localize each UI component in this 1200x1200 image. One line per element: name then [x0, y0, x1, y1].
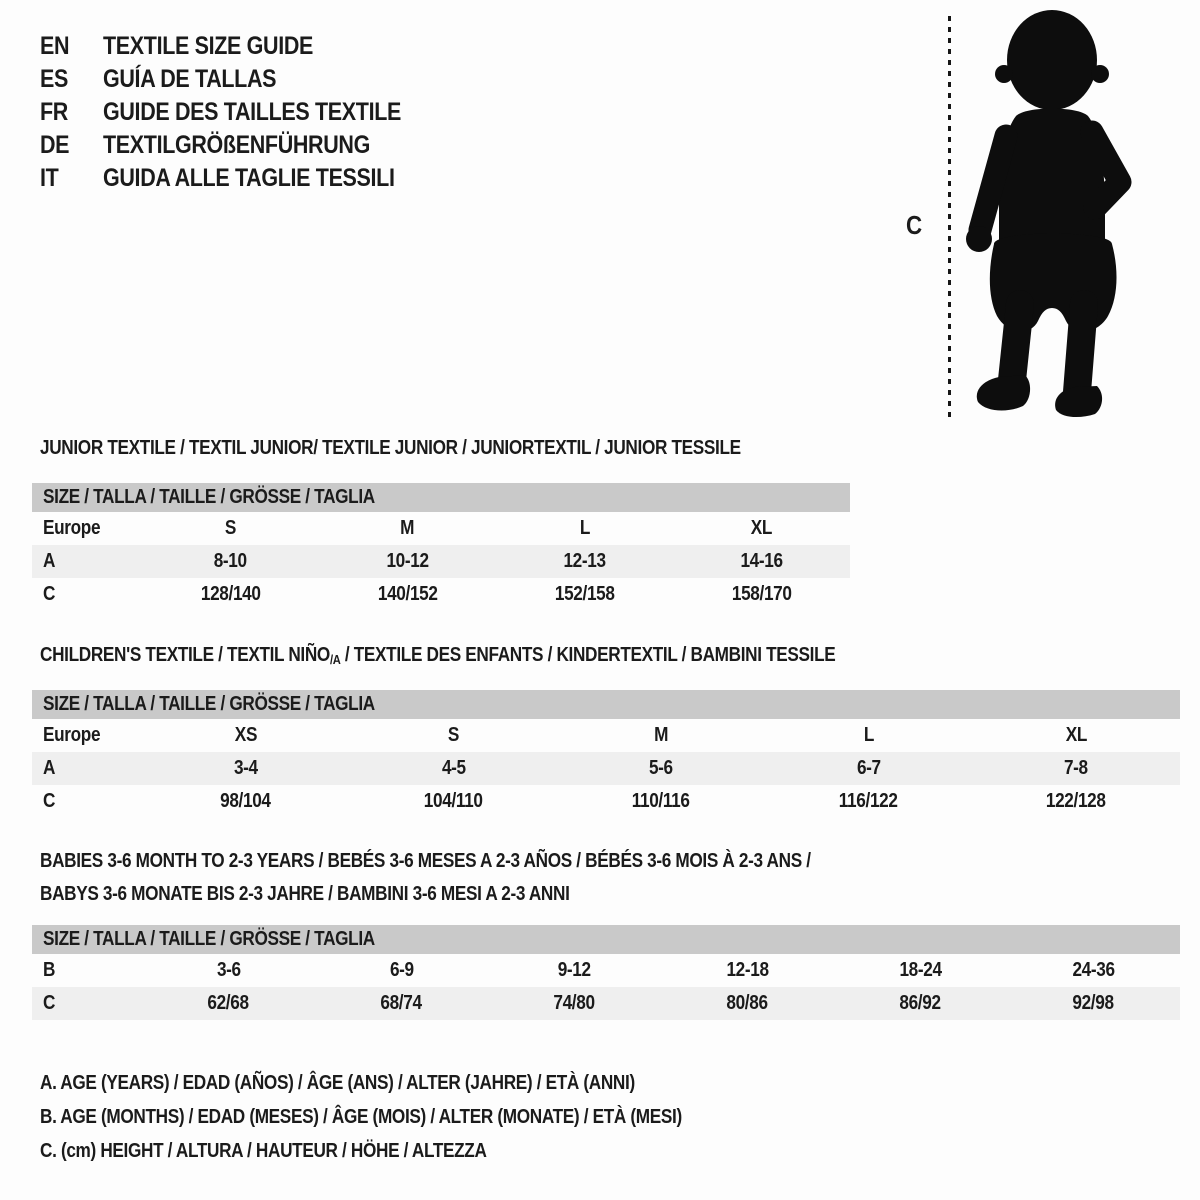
size-header-label: SIZE / TALLA / TAILLE / GRÖSSE / TAGLIA — [43, 486, 375, 508]
row-label: A — [43, 757, 56, 779]
table-row — [32, 512, 850, 545]
table-cell: 98/104 — [220, 790, 272, 812]
table-cell: 24-36 — [1072, 959, 1115, 981]
language-row — [40, 96, 450, 129]
language-title-list — [40, 30, 450, 195]
toddler-silhouette — [962, 6, 1140, 418]
row-label: C — [43, 992, 56, 1014]
table-cell: 5-6 — [649, 757, 673, 779]
table-cell: 8-10 — [213, 550, 248, 572]
language-row — [40, 129, 450, 162]
section-title-junior: JUNIOR TEXTILE / TEXTIL JUNIOR/ TEXTILE JUNIOR / JUNIORTEXTIL / JUNIOR TESSILE — [40, 437, 741, 459]
table-cell: 140/152 — [377, 583, 438, 605]
size-header-label: SIZE / TALLA / TAILLE / GRÖSSE / TAGLIA — [43, 928, 375, 950]
table-cell: 12-18 — [726, 959, 769, 981]
note-age-years: A. AGE (YEARS) / EDAD (AÑOS) / ÂGE (ANS) / ALTER (JAHRE) / ETÀ (ANNI) — [40, 1072, 635, 1094]
language-code: ES — [40, 65, 69, 93]
table-row — [32, 987, 1180, 1020]
table-row — [32, 752, 1180, 785]
guide-title-es: GUÍA DE TALLAS — [103, 65, 277, 93]
table-row — [32, 719, 1180, 752]
table-cell: 7-8 — [1064, 757, 1089, 779]
row-label: Europe — [43, 517, 101, 539]
table-cell: 6-7 — [856, 757, 881, 779]
language-code: FR — [40, 98, 68, 126]
table-cell: 122/128 — [1046, 790, 1107, 812]
table-cell: 62/68 — [207, 992, 250, 1014]
row-label: Europe — [43, 724, 101, 746]
table-cell: 3-6 — [216, 959, 241, 981]
guide-title-en: TEXTILE SIZE GUIDE — [103, 32, 314, 60]
table-cell: 4-5 — [441, 757, 466, 779]
table-row — [32, 578, 850, 611]
table-cell: 152/158 — [554, 583, 615, 605]
table-cell: 12-13 — [563, 550, 606, 572]
size-header-band — [32, 690, 1180, 719]
table-cell: M — [400, 517, 415, 539]
table-cell: 10-12 — [386, 550, 429, 572]
guide-title-it: GUIDA ALLE TAGLIE TESSILI — [103, 164, 395, 192]
guide-title-de: TEXTILGRÖßENFÜHRUNG — [103, 131, 370, 159]
height-measure-dashed-line — [948, 16, 951, 418]
table-cell: XL — [750, 517, 773, 539]
section-title-babies: BABIES 3-6 MONTH TO 2-3 YEARS / BEBÉS 3-6 MESES A 2-3 AÑOS / BÉBÉS 3-6 MOIS À 2-3 ANS / BABYS 3-6 MONATE BIS 2-3 JAHRE / BAMBINI 3-6 MESI A 2-3 ANNI — [40, 850, 811, 905]
row-label: C — [43, 583, 56, 605]
table-cell: 110/116 — [632, 790, 690, 812]
table-cell: XL — [1065, 724, 1087, 746]
table-row — [32, 785, 1180, 818]
note-height-cm: C. (cm) HEIGHT / ALTURA / HAUTEUR / HÖHE / ALTEZZA — [40, 1140, 487, 1162]
table-cell: 86/92 — [899, 992, 942, 1014]
table-cell: 74/80 — [553, 992, 596, 1014]
language-code: IT — [40, 164, 59, 192]
row-label: C — [43, 790, 56, 812]
language-code: EN — [40, 32, 70, 60]
table-cell: 6-9 — [389, 959, 414, 981]
table-cell: 104/110 — [423, 790, 483, 812]
table-cell: 3-4 — [233, 757, 258, 779]
legend-notes — [40, 1066, 786, 1168]
row-label: A — [43, 550, 56, 572]
height-measure-label: C — [906, 210, 922, 240]
table-cell: 14-16 — [740, 550, 783, 572]
guide-title-fr: GUIDE DES TAILLES TEXTILE — [103, 98, 402, 126]
size-table-babies — [32, 925, 1180, 1020]
table-cell: S — [447, 724, 459, 746]
table-cell: 68/74 — [380, 992, 423, 1014]
size-header-band — [32, 483, 850, 512]
table-cell: L — [579, 517, 590, 539]
table-cell: 116/122 — [839, 790, 899, 812]
note-age-months: B. AGE (MONTHS) / EDAD (MESES) / ÂGE (MOIS) / ALTER (MONATE) / ETÀ (MESI) — [40, 1106, 682, 1128]
table-row — [32, 545, 850, 578]
table-cell: 92/98 — [1072, 992, 1115, 1014]
table-cell: 158/170 — [731, 583, 792, 605]
table-cell: L — [863, 724, 874, 746]
table-cell: 128/140 — [200, 583, 261, 605]
language-row — [40, 162, 450, 195]
size-table-children — [32, 690, 1180, 818]
language-code: DE — [40, 131, 70, 159]
language-row — [40, 30, 450, 63]
table-cell: 80/86 — [726, 992, 769, 1014]
table-cell: 18-24 — [899, 959, 942, 981]
size-header-band — [32, 925, 1180, 954]
language-row — [40, 63, 450, 96]
table-cell: XS — [234, 724, 257, 746]
section-title-children: CHILDREN'S TEXTILE / TEXTIL $NIÑO_{/A}$ / TEXTILE DES ENFANTS / KINDERTEXTIL / BAMBINI TESSILE — [40, 644, 836, 667]
table-row — [32, 954, 1180, 987]
row-label: B — [43, 959, 56, 981]
table-cell: S — [224, 517, 237, 539]
size-header-label: SIZE / TALLA / TAILLE / GRÖSSE / TAGLIA — [43, 693, 375, 715]
table-cell: 9-12 — [557, 959, 592, 981]
size-table-junior — [32, 483, 850, 611]
table-cell: M — [653, 724, 668, 746]
